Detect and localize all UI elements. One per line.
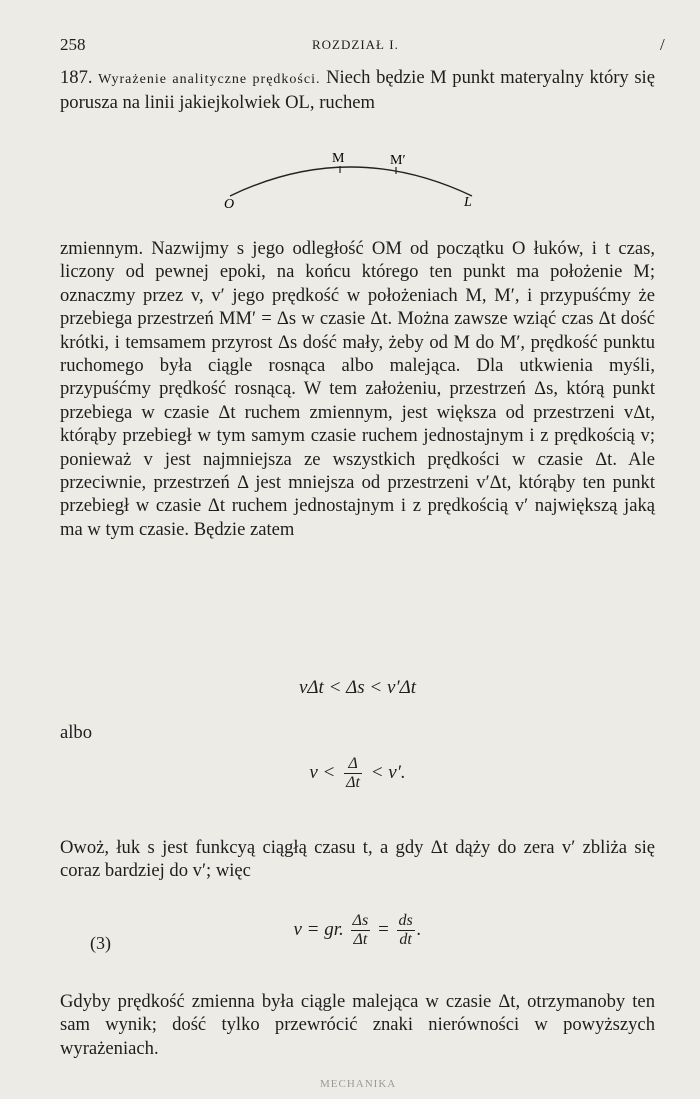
page-number: 258: [60, 35, 86, 54]
inequality-2: [60, 755, 655, 792]
eq3-num2: ds: [398, 912, 413, 929]
margin-mark: /: [660, 35, 665, 54]
running-title: ROZDZIAŁ I.: [312, 37, 399, 52]
paragraph-closing: Gdyby prędkość zmienna była ciągle malejąca w czasie Δt, otrzymanoby ten sam wynik; dość tylko przewrócić znaki nierówności w powyższych wyrażeniach.: [60, 991, 655, 1059]
trajectory-figure: [60, 148, 655, 210]
albo-label: albo: [60, 722, 93, 743]
equation-3: [60, 912, 655, 949]
inequality-1: vΔt < Δs < v′Δt: [298, 677, 417, 698]
trajectory-curve: [230, 167, 472, 196]
ineq2-left: v <: [309, 761, 336, 783]
ineq2-numerator: Δ: [344, 755, 362, 774]
eq3-lhs: v = gr.: [293, 918, 344, 940]
eq3-den1: Δt: [353, 931, 368, 948]
eq3-end: .: [416, 918, 422, 940]
paragraph-main: zmiennym. Nazwijmy s jego odległość OM od początku O łuków, i t czas, liczony od pewnej epoki, na końcu którego ten punkt ma położenie M; oznaczmy przez v, v′ jego prędkość w położeniach M, M′, i przypuśćmy że przebiega przestrzeń MM′ = Δs w czasie Δt. Można zawsze wziąć czas Δt dość krótki, i temsamem przyrost Δs dość mały, żeby od M do M′, prędkość punktu ruchomego była ciągle rosnąca albo malejąca. Dla utkwienia myśli, przypuśćmy prędkość rosnącą. W tem założeniu, przestrzeń Δs, którą punkt przebiega w czasie Δt ruchem zmiennym, jest większa od przestrzeni vΔt, którąby przebiegł w tym samym czasie ruchem jednostajnym i z prędkością v; ponieważ v jest najmniejsza ze wszystkich prędkości w czasie Δt. Ale przeciwnie, przestrzeń Δ jest mniejsza od przestrzeni v′Δt, którąby ten punkt przebiegł w czasie Δt ruchem jednostajnym i z prędkością v′ największą jaką ma w tym czasie. Będzie zatem: [60, 238, 655, 540]
section-title: Wyrażenie analityczne prędkości.: [98, 72, 321, 87]
ineq2-right: < v′.: [370, 761, 406, 783]
equation-number: (3): [90, 933, 111, 953]
label-o: O: [224, 197, 235, 210]
eq3-num1: Δs: [352, 912, 369, 929]
section-heading-paragraph: [60, 66, 655, 115]
page-header: [60, 35, 672, 57]
ineq2-fraction: [344, 755, 362, 792]
section-number: 187.: [60, 67, 93, 88]
eq3-fraction-2: [397, 912, 415, 949]
section-intro: Niech będzie M punkt materyalny który się porusza na linii jakiejkolwiek OL, ruchem: [60, 67, 655, 114]
paragraph-limit: Owoż, łuk s jest funkcyą ciągłą czasu t, a gdy Δt dąży do zera v′ zbliża się coraz bardziej do v′; więc: [60, 837, 655, 882]
label-l: L: [464, 195, 472, 210]
eq3-fraction-1: [351, 912, 371, 949]
label-m: M: [332, 151, 345, 166]
bleed-through-text: MECHANIKA: [320, 1078, 397, 1090]
eq3-den2: dt: [399, 931, 412, 948]
ineq2-denominator: Δt: [346, 774, 360, 791]
eq3-equals: =: [376, 918, 390, 940]
label-m-prime: M′: [390, 153, 406, 168]
